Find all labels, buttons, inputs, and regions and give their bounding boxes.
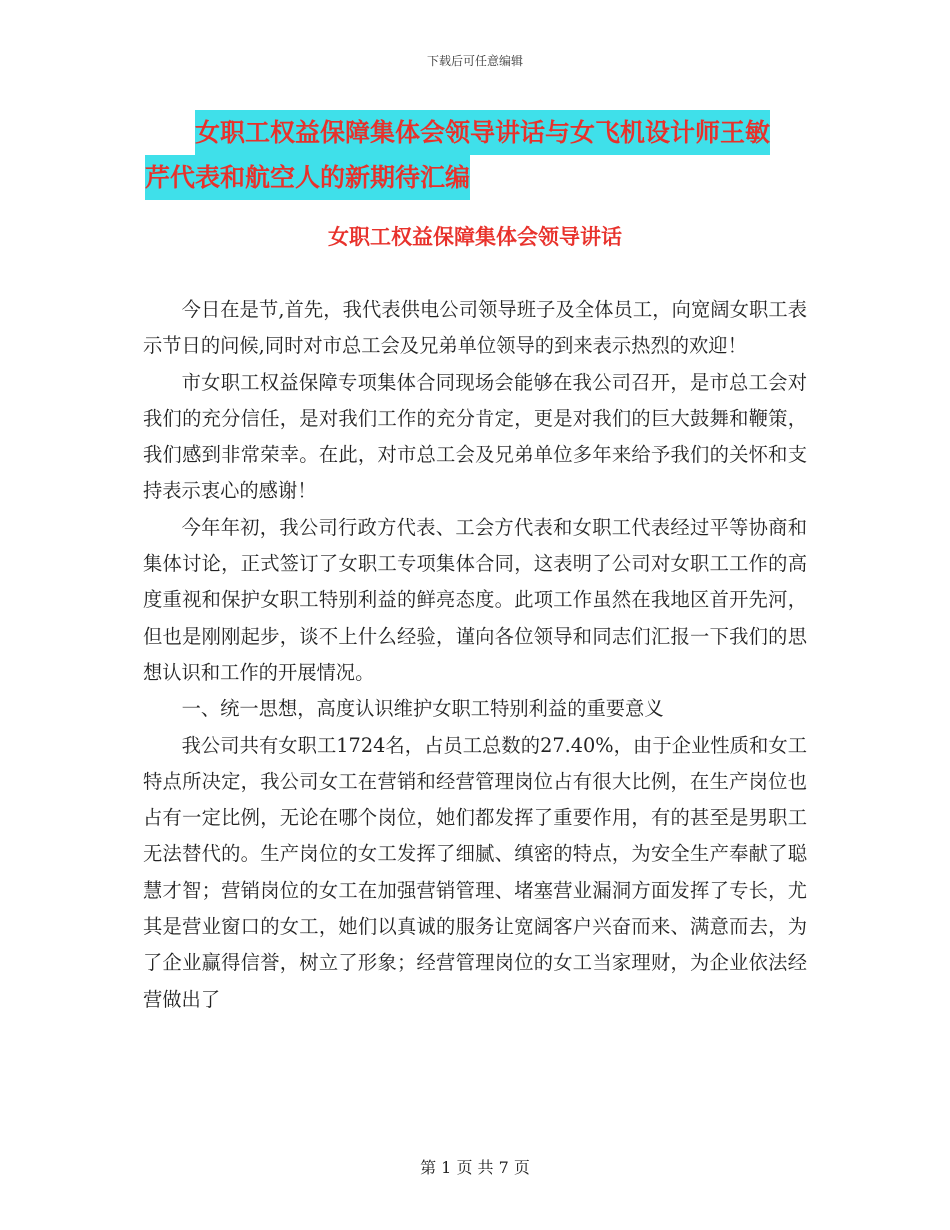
body-text (143, 292, 807, 1018)
paragraph-thanks: 市女职工权益保障专项集体合同现场会能够在我公司召开，是市总工会对我们的充分信任，是对我们工作的充分肯定，更是对我们的巨大鼓舞和鞭策，我们感到非常荣幸。在此，对市总工会及兄弟单位多年来给予我们的关怀和支持表示衷心的感谢！ (143, 370, 807, 503)
paragraph-contract: 今年年初，我公司行政方代表、工会方代表和女职工代表经过平等协商和集体讨论，正式签订了女职工专项集体合同，这表明了公司对女职工工作的高度重视和保护女职工特别利益的鲜亮态度。此项工作虽然在我地区首开先河，但也是刚刚起步，谈不上什么经验，谨向各位领导和同志们汇报一下我们的思想认识和工作的开展情况。 (143, 515, 807, 684)
document-title (140, 110, 820, 200)
paragraph-greeting: 今日在是节,首先，我代表供电公司领导班子及全体员工，向宽阔女职工表示节日的问候,同时对市总工会及兄弟单位领导的到来表示热烈的欢迎！ (143, 298, 807, 358)
paragraph-heading-one: 一、统一思想，高度认识维护女职工特别利益的重要意义 (181, 697, 664, 721)
page-number-footer: 第 1 页 共 7 页 (420, 1158, 530, 1177)
document-title-line-2: 芹代表和航空人的新期待汇编 (145, 155, 470, 200)
section-title: 女职工权益保障集体会领导讲话 (328, 225, 622, 249)
paragraph-female-staff: 我公司共有女职工1724名，占员工总数的27.40%，由于企业性质和女工特点所决定，我公司女工在营销和经营管理岗位占有很大比例，在生产岗位也占有一定比例，无论在哪个岗位，她们都发挥了重要作用，有的甚至是男职工无法替代的。生产岗位的女工发挥了细腻、缜密的特点，为安全生产奉献了聪慧才智；营销岗位的女工在加强营销管理、堵塞营业漏洞方面发挥了专长，尤其是营业窗口的女工，她们以真诚的服务让宽阔客户兴奋而来、满意而去，为了企业赢得信誉，树立了形象；经营管理岗位的女工当家理财，为企业依法经营做出了 (143, 733, 807, 1011)
header-note: 下载后可任意编辑 (426, 54, 523, 68)
document-title-line-1: 女职工权益保障集体会领导讲话与女飞机设计师王敏 (195, 110, 770, 155)
